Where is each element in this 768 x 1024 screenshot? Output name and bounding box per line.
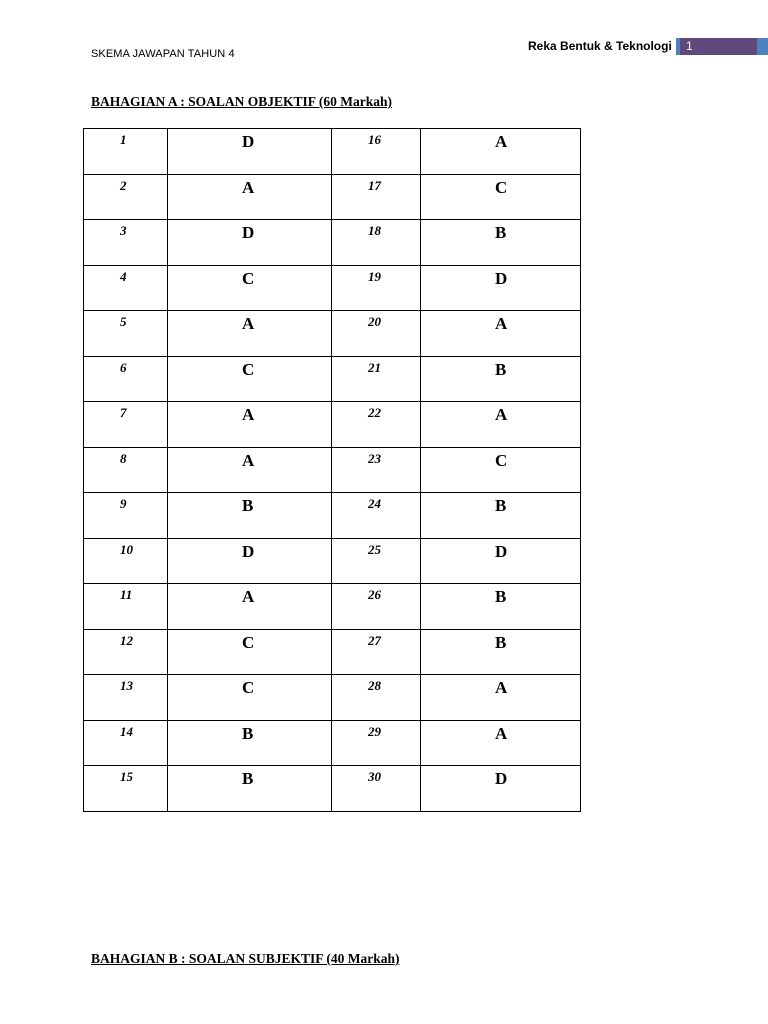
question-number: 30: [332, 766, 421, 812]
question-number: 20: [332, 311, 421, 357]
section-a-title: BAHAGIAN A : SOALAN OBJEKTIF (60 Markah): [91, 94, 393, 109]
answer-letter: A: [168, 584, 332, 630]
question-number: 1: [84, 129, 168, 175]
question-number: 17: [332, 174, 421, 220]
question-number: 18: [332, 220, 421, 266]
question-number: 25: [332, 538, 421, 584]
section-b-title: BAHAGIAN B : SOALAN SUBJEKTIF (40 Markah): [91, 951, 400, 966]
answer-letter: A: [421, 675, 581, 721]
table-row: [84, 493, 581, 539]
page-number: 1: [680, 38, 757, 55]
question-number: 26: [332, 584, 421, 630]
answer-letter: A: [421, 720, 581, 766]
header-accent-edge: [757, 38, 768, 55]
question-number: 16: [332, 129, 421, 175]
table-row: [84, 174, 581, 220]
answer-letter: C: [168, 265, 332, 311]
question-number: 21: [332, 356, 421, 402]
answer-letter: C: [168, 675, 332, 721]
answer-letter: B: [168, 766, 332, 812]
question-number: 7: [84, 402, 168, 448]
answer-letter: A: [168, 447, 332, 493]
answer-letter: A: [421, 402, 581, 448]
question-number: 10: [84, 538, 168, 584]
question-number: 4: [84, 265, 168, 311]
question-number: 29: [332, 720, 421, 766]
table-row: [84, 265, 581, 311]
question-number: 11: [84, 584, 168, 630]
answer-letter: A: [168, 174, 332, 220]
table-row: [84, 402, 581, 448]
question-number: 2: [84, 174, 168, 220]
answer-table: [83, 128, 581, 812]
table-row: [84, 447, 581, 493]
question-number: 6: [84, 356, 168, 402]
answer-letter: A: [421, 311, 581, 357]
answer-letter: B: [421, 629, 581, 675]
table-row: [84, 129, 581, 175]
question-number: 28: [332, 675, 421, 721]
answer-letter: D: [421, 265, 581, 311]
answer-letter: A: [168, 402, 332, 448]
table-row: [84, 356, 581, 402]
table-row: [84, 766, 581, 812]
answer-letter: D: [421, 766, 581, 812]
table-row: [84, 584, 581, 630]
answer-letter: B: [421, 356, 581, 402]
answer-letter: C: [168, 629, 332, 675]
question-number: 14: [84, 720, 168, 766]
question-number: 5: [84, 311, 168, 357]
answer-letter: D: [168, 129, 332, 175]
question-number: 24: [332, 493, 421, 539]
question-number: 19: [332, 265, 421, 311]
document-title: SKEMA JAWAPAN TAHUN 4: [91, 48, 235, 60]
subject-name: Reka Bentuk & Teknologi: [528, 39, 672, 53]
question-number: 3: [84, 220, 168, 266]
table-row: [84, 220, 581, 266]
answer-letter: B: [168, 493, 332, 539]
question-number: 22: [332, 402, 421, 448]
answer-letter: B: [168, 720, 332, 766]
answer-letter: D: [421, 538, 581, 584]
answer-letter: C: [421, 447, 581, 493]
answer-letter: B: [421, 220, 581, 266]
answer-letter: D: [168, 220, 332, 266]
question-number: 8: [84, 447, 168, 493]
table-row: [84, 311, 581, 357]
answer-letter: A: [168, 311, 332, 357]
question-number: 12: [84, 629, 168, 675]
answer-letter: D: [168, 538, 332, 584]
question-number: 15: [84, 766, 168, 812]
table-row: [84, 629, 581, 675]
question-number: 9: [84, 493, 168, 539]
table-row: [84, 720, 581, 766]
table-row: [84, 675, 581, 721]
question-number: 27: [332, 629, 421, 675]
answer-letter: A: [421, 129, 581, 175]
question-number: 23: [332, 447, 421, 493]
answer-letter: B: [421, 584, 581, 630]
answer-letter: C: [421, 174, 581, 220]
question-number: 13: [84, 675, 168, 721]
answer-letter: C: [168, 356, 332, 402]
table-row: [84, 538, 581, 584]
answer-letter: B: [421, 493, 581, 539]
